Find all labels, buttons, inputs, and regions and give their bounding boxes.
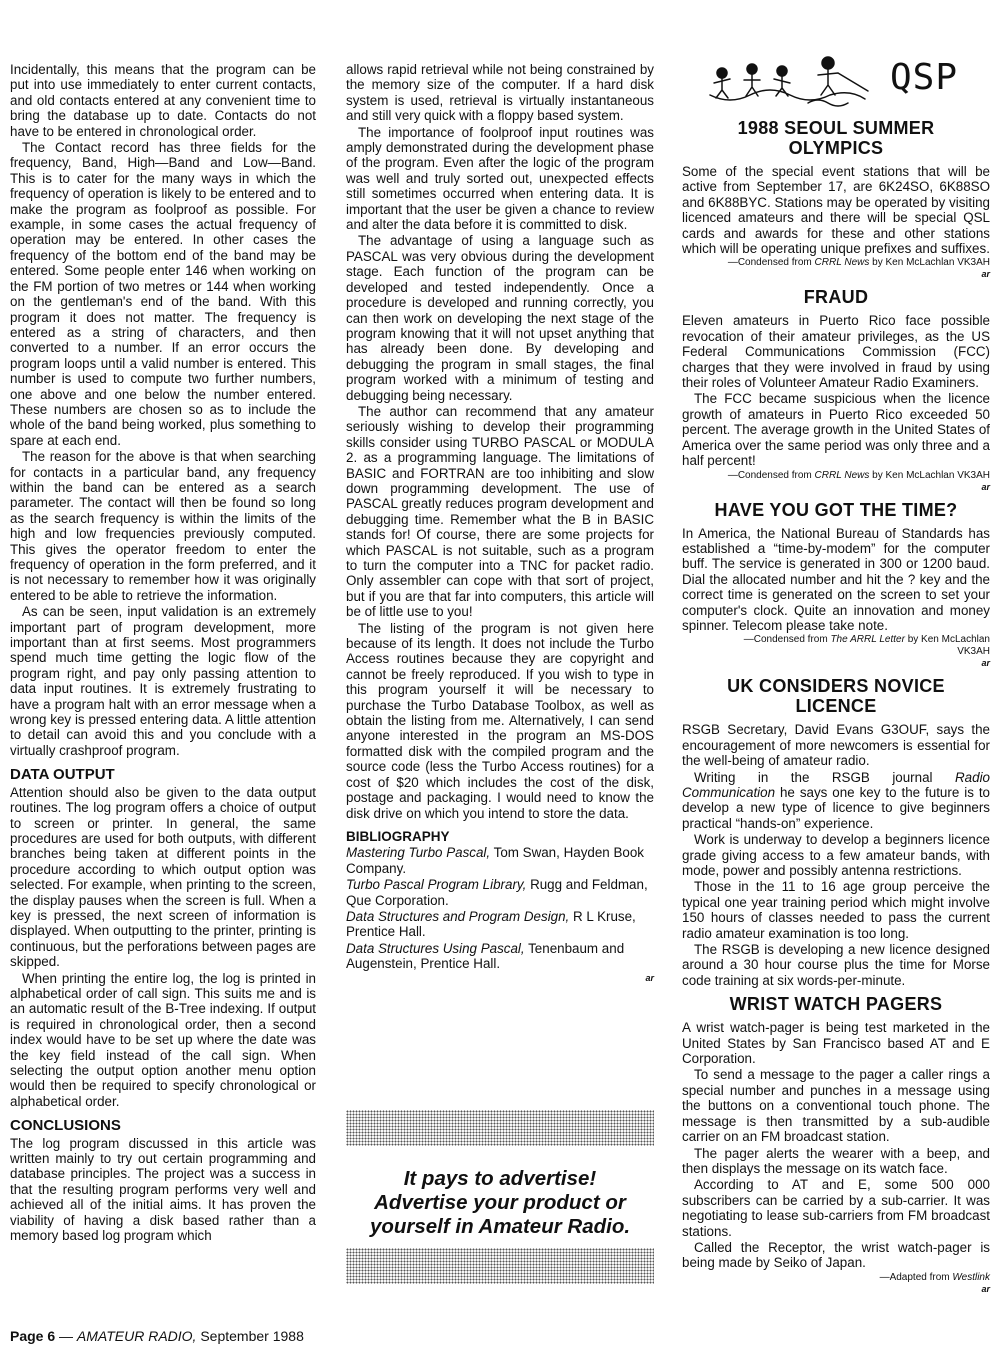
magazine-name: AMATEUR RADIO, <box>76 1328 197 1344</box>
paragraph: The author can recommend that any amateur seriously wishing to develop their programming skills consider using TURBO PASCAL or MODULA 2. as a programming language. The limitations of BASIC and FORTRAN are too inhibiting and slow down programming development. The use of PASCAL greatly reduces program development and debugging time. Remember what the B in BASIC stands for! Of course, there are some projects for which PASCAL is not suitable, such as a program to turn the computer into a TNC for packet radio. Only assembler can cope with that sort of project, but if you are that far into computers, this article will be of little use to you! <box>346 403 654 620</box>
paragraph: allows rapid retrieval while not being constrained by the memory size of the computer. If a hard disk system is used, retrieval is virtually instantaneous and still very quick with a floppy based system. <box>346 62 654 124</box>
bibliography-entry <box>346 909 654 940</box>
bibliography-entry <box>346 877 654 908</box>
headline-fraud: FRAUD <box>803 287 869 308</box>
paragraph: The listing of the program is not given here because of its length. It does not include the Turbo Access routines because they are copyright and cannot be freely reproduced. If you wish to type in this program yourself it will be necessary to purchase the Turbo Database Toolbox, as well as obtain the listing from me. Alternatively, I can send anyone interested in the program an MS-DOS formatted disk with the compiled program and the source code (less the Turbo Access routines) for a cost of $20 which includes the cost of the disk, postage and packaging. I would need to know the disk drive on which you intend to store the data. <box>346 620 654 821</box>
credit-prefix: —Adapted from <box>879 1271 953 1283</box>
paragraph: The pager alerts the wearer with a beep, and then displays the message on its watch face. <box>682 1145 990 1176</box>
paragraph: Eleven amateurs in Puerto Rico face possible revocation of their amateur privileges, as the US Federal Communications Commission (FCC) charges that they were involved in fraud by using their roles of Volunteer Amateur Radio Examiners. <box>682 313 990 391</box>
book-title: Mastering Turbo Pascal, <box>346 845 491 861</box>
credit-callsign: VK3AH <box>957 646 990 658</box>
end-mark: ar <box>981 269 990 280</box>
section-heading-data-output: DATA OUTPUT <box>10 766 115 784</box>
paragraph: The RSGB is developing a new licence designed around a 30 hour course plus the time for Morse code training at six words-per-minute. <box>682 942 990 988</box>
credit-prefix: —Condensed from <box>727 469 815 481</box>
journal-title: Radio Communication <box>682 769 990 800</box>
end-mark: ar <box>981 1283 990 1294</box>
paragraph: Attention should also be given to the data output routines. The log program offers a choice of output to screen or printer. In general, the same procedures are used for both outputs, with different branches being taken at different points in the procedure according to which output option was selected. For example, when printing to the screen, the display pauses when the screen is full. When a key is pressed, the next screen of information is displayed. When outputting to the printer, printing is continuous, but the perforations between pages are skipped. <box>10 784 316 970</box>
credit-author: by Ken McLachlan VK3AH <box>869 257 990 269</box>
halftone-band-top <box>346 1110 654 1146</box>
headline-line: OLYMPICS <box>788 138 884 158</box>
article-column-1 <box>10 62 316 1244</box>
advertise-notice <box>346 1167 654 1239</box>
advertise-line-3: yourself in Amateur Radio. <box>369 1215 631 1238</box>
paragraph: A wrist watch-pager is being test marketed in the United States by San Francisco based AT and E Corporation. <box>682 1020 990 1067</box>
credit-author: by Ken McLachlan VK3AH <box>869 469 990 481</box>
qsp-title: QSP <box>890 57 959 98</box>
credit-prefix: —Condensed from <box>743 634 831 646</box>
bibliography-entry <box>346 941 654 972</box>
source-credit <box>682 257 990 269</box>
paragraph: Those in the 11 to 16 age group perceive the typical one year training period which might involve 150 hours of classes needed to pass the current radio amateur examination is too long. <box>682 879 990 941</box>
paragraph: As can be seen, input validation is an extremely important part of program development, more important than at first seems. Most programmers spend much time getting the logic flow of the program right, and pay only passing attention to data input routines. It is extremely frustrating to have a program halt with an error message when a wrong key is pressed entering data. A little attention to detail can avoid this and you conclude with a virtually crashproof program. <box>10 604 316 758</box>
paragraph: Some of the special event stations that will be active from September 17, are 6K24SO, 6K88SO and 6K88BYC. Stations may be operated by visiting licenced amateurs and there will be special QSL cards and awards for these and other stations which will be operating unique prefixes and suffixes. <box>682 164 990 257</box>
advertise-line-2: Advertise your product or <box>374 1191 626 1214</box>
headline-line: 1988 SEOUL SUMMER <box>737 118 935 138</box>
end-mark: ar <box>645 972 654 983</box>
halftone-band-bottom <box>346 1248 654 1284</box>
paragraph: RSGB Secretary, David Evans G3OUF, says the encouragement of more newcomers is essential for the well-being of amateur radio. <box>682 722 990 769</box>
end-mark: ar <box>981 658 990 669</box>
page-footer <box>10 1328 304 1344</box>
paragraph: To send a message to the pager a caller rings a special number and punches in a message using the buttons on a conventional touch phone. The message is then transmitted by a sub-audible carrier on an FM broadcast station. <box>682 1067 990 1145</box>
paragraph: According to AT and E, some 500 000 subscribers can be carried by a sub-carrier. It was negotiating to lease sub-carriers from FM broadcast stations. <box>682 1177 990 1239</box>
paragraph: The advantage of using a language such as PASCAL was very obvious during the development stage. Each function of the program can be developed and tested independently. Once a procedure is developed and running correctly, you can then work on developing the next stage of the program knowing that it will not upset anything that has already been done. By developing and debugging the program in small stages, the final program worked with a minimum of testing and debugging being necessary. <box>346 233 654 403</box>
paragraph: The FCC became suspicious when the licence growth of amateurs in Puerto Rico exceeded 50 percent. The average growth in the United States of America over the same period was only three and a half percent! <box>682 391 990 469</box>
paragraph: Incidentally, this means that the program can be put into use immediately to enter current contacts, and old contacts entered at any convenient time to bring the database up to date. Contacts do not have to be entered in chronological order. <box>10 62 316 139</box>
book-title: Data Structures Using Pascal, <box>346 940 525 956</box>
text-run: he says one key to the future is to develop a new type of licence to give beginners practical “hands-on” experience. <box>682 784 990 831</box>
paragraph: The Contact record has three fields for the frequency, Band, High—Band and Low—Band. This is to cater for the many ways in which the frequency of operation is likely to be entered and to make the program as foolproof as possible. For example, in some cases the actual frequency of operation may be entered. In other cases the frequency of the bottom end of the band may be entered. Some people enter 146 when working on the FM portion of two metres or 144 when working on the gentleman's end of the band. With this program it does not matter. The frequency is entered as a string of characters, and then converted to a number. If an error occurs the program loops until a valid number is entered. This number is used to compute two further numbers, one above and one below the number entered. These numbers are chosen so as to include the whole of the band being worked, plus something to spare at each end. <box>10 140 316 448</box>
book-title: Turbo Pascal Program Library, <box>346 877 527 893</box>
headline-line: UK CONSIDERS NOVICE <box>727 676 945 697</box>
book-details: Tom Swan, Hayden Book Company. <box>346 845 644 876</box>
article-column-2 <box>346 62 654 984</box>
book-details: Tenenbaum and Augenstein, Prentice Hall. <box>346 940 625 972</box>
headline-line: LICENCE <box>795 696 877 717</box>
credit-source: CRRL News <box>814 257 870 269</box>
paragraph <box>682 770 990 832</box>
book-details: R L Kruse, Prentice Hall. <box>346 908 636 940</box>
headline-wrist-watch-pagers: WRIST WATCH PAGERS <box>729 994 943 1015</box>
advertise-line-1: It pays to advertise! <box>403 1167 597 1190</box>
paragraph: The log program discussed in this article was written mainly to try out certain programming and database principles. The project was a success in that the resulting program performs very well and achieved all of the initial aims. It has proven the viability of having a disk based rather than a memory based log program which <box>10 1135 316 1244</box>
paragraph: Work is underway to develop a beginners licence grade giving access to a few amateur bands, with mode, power and possibly antenna restrictions. <box>682 832 990 878</box>
credit-prefix: —Condensed from <box>727 257 815 269</box>
credit-source: Westlink <box>952 1271 990 1283</box>
book-title: Data Structures and Program Design, <box>346 908 570 924</box>
issue-date: September 1988 <box>196 1328 304 1344</box>
text-run: Writing in the RSGB journal <box>694 769 955 785</box>
source-credit <box>682 470 990 482</box>
paragraph: When printing the entire log, the log is printed in alphabetical order of call sign. This suits me and is an automatic result of the B-Tree indexing. If output is required in chronological order, then a second index would have to be set up where the date was the key field instead of the call sign. When selecting the output option another menu option would then be required to specify chronological or alphabetical order. <box>10 970 316 1109</box>
headline-have-you-got-the-time: HAVE YOU GOT THE TIME? <box>714 499 958 520</box>
news-column-3 <box>682 118 990 1295</box>
headline-uk-novice-licence <box>682 676 990 716</box>
book-details: Rugg and Feldman, Que Corporation. <box>346 877 648 908</box>
end-mark: ar <box>981 481 990 492</box>
credit-author: by Ken McLachlan <box>904 634 990 646</box>
paragraph: In America, the National Bureau of Standards has established a “time-by-modem” for the computer buff. The service is generated in 300 or 1200 baud. Dial the allocated number and hit the ? key and the correct time is generated on the screen to set your computer's clock. Quite an innovation and money spinner. Telecom please take note. <box>682 525 990 633</box>
bibliography-entry <box>346 845 654 876</box>
source-credit <box>682 1272 990 1284</box>
paragraph: The reason for the above is that when searching for contacts in a particular band, any frequency within the band can be entered as a search parameter. The contact will then be found so long as the search frequency is within the limits of the high and low frequencies previously computed. This gives the operator freedom to enter the frequency of operation in the form preferred, and it is not necessary to remember how it was originally entered to be able to retrieve the information. <box>10 449 316 603</box>
section-heading-conclusions: CONCLUSIONS <box>10 1117 121 1135</box>
headline-seoul-olympics <box>682 118 990 158</box>
paragraph: The importance of foolproof input routines was amply demonstrated during the development phase of the program. Even after the logic of the program was well and truly sorted out, unexpected effects still sometimes occurred when entering data. It is important that the user be given a chance to review and alter the data before it is committed to disk. <box>346 124 654 233</box>
footer-dash: — <box>55 1328 77 1344</box>
source-credit <box>682 634 990 658</box>
paragraph: Called the Receptor, the wrist watch-pager is being made by Seiko of Japan. <box>682 1239 990 1271</box>
page-number: Page 6 <box>10 1328 56 1344</box>
credit-source: The ARRL Letter <box>830 634 905 646</box>
credit-source: CRRL News <box>814 469 870 481</box>
bibliography-heading: BIBLIOGRAPHY <box>346 828 450 844</box>
